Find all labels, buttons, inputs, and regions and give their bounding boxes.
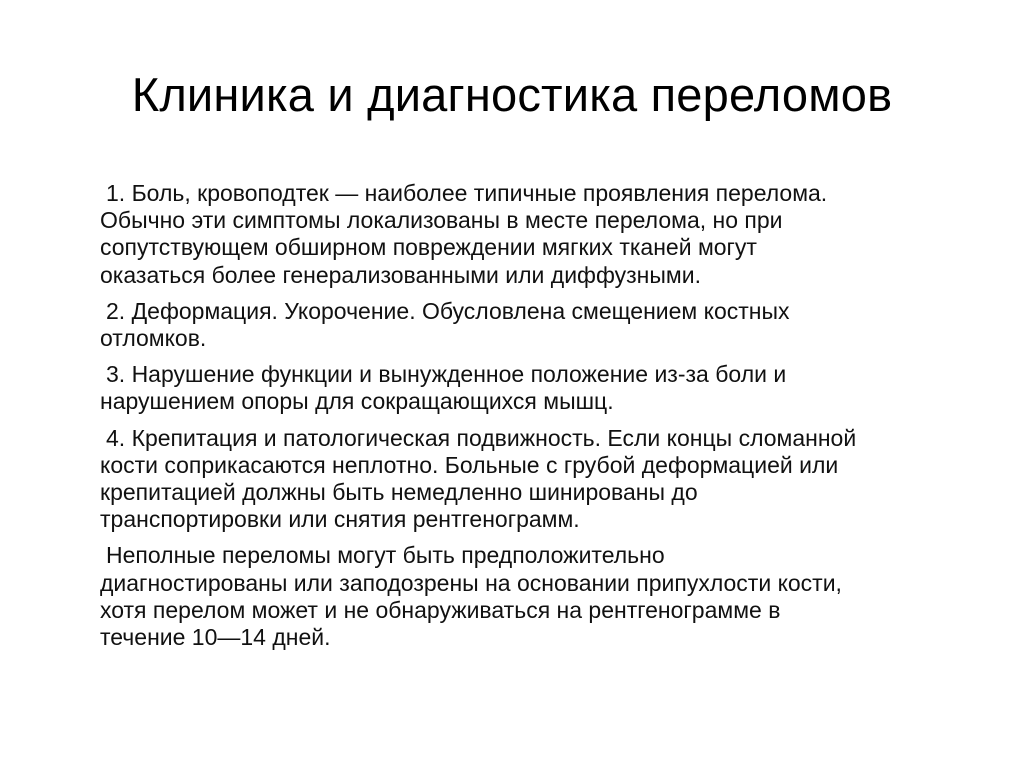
paragraph-deformation: 2. Деформация. Укорочение. Обусловлена смещением костных отломков. (100, 297, 790, 352)
paragraph-pain-bruising: 1. Боль, кровоподтек — наиболее типичные проявления перелома. Обычно эти симптомы локализованы в месте перелома, но при сопутствующем обширном повреждении мягких тканей могут оказаться более генерализованными или диффузными. (100, 180, 828, 288)
slide-title: Клиника и диагностика переломов (131, 68, 893, 121)
paragraph-function-impairment: 3. Нарушение функции и вынужденное положение из-за боли и нарушением опоры для сокращающихся мышц. (100, 361, 787, 415)
paragraph-incomplete-fractures: Неполные переломы могут быть предположительно диагностированы или заподозрены на основании припухлости кости, хотя перелом может и не обнаруживаться на рентгенограмме в течение 10—14 дней. (100, 542, 842, 651)
slide-body (100, 180, 970, 660)
paragraph-crepitation: 4. Крепитация и патологическая подвижность. Если концы сломанной кости соприкасаются неплотно. Больные с грубой деформацией или крепитацией должны быть немедленно шинированы до транспортировки или снятия рентгенограмм. (100, 424, 857, 533)
